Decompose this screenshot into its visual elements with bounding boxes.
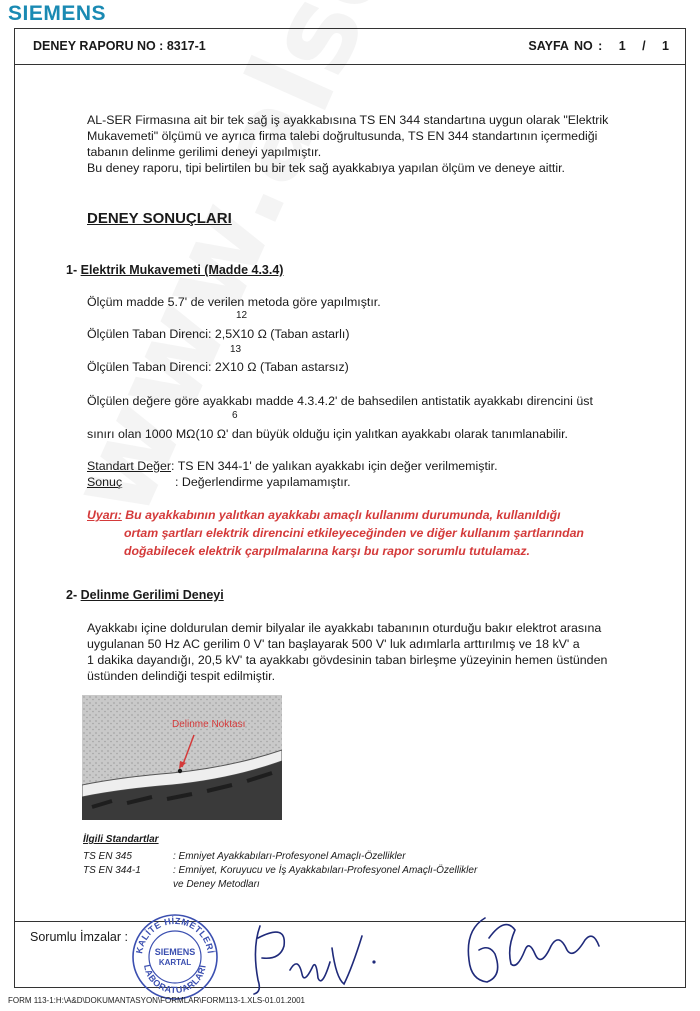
standards-heading: İlgili Standartlar — [83, 834, 159, 845]
standard-description-continuation: ve Deney Metodları — [173, 879, 260, 890]
stamp-bottom-text: LABORATUARLARI — [142, 963, 208, 996]
warning-line-3: doğabilecek elektrik çarpılmalarına karşı bu rapor sorumlu tutulamaz. — [124, 544, 530, 558]
svg-text:LABORATUARLARI — [142, 964, 208, 996]
standard-code: TS EN 345 — [83, 851, 132, 862]
standard-item-continuation — [83, 879, 260, 893]
page-separator: / — [642, 39, 646, 53]
page-number — [528, 39, 669, 53]
page-total: 1 — [662, 39, 669, 53]
signature-1 — [232, 918, 382, 996]
intro-line-3: tabanın delinme gerilimi deneyi yapılmıştır. — [87, 145, 322, 159]
evaluation-line-1: Ölçülen değere göre ayakkabı madde 4.3.4.2' de bahsedilen antistatik ayakkabı direncini üst — [87, 394, 593, 408]
siemens-logo: SIEMENS — [8, 2, 107, 25]
standard-description: : Emniyet Ayakkabıları-Profesyonel Amaçlı-Özellikler — [173, 851, 406, 862]
warning-text-1: Bu ayakkabının yalıtkan ayakkabı amaçlı kullanımı durumunda, kullanıldığı — [121, 508, 561, 522]
standard-description: : Emniyet, Koruyucu ve İş Ayakkabıları-Profesyonel Amaçlı-Özellikler — [173, 865, 478, 876]
warning-line-1 — [87, 506, 561, 524]
page-current: 1 — [618, 39, 626, 53]
section-1-title — [66, 263, 283, 277]
stamp-top-text: KALİTE HİZMETLERİ — [134, 915, 216, 955]
section-2-number: 2- — [66, 588, 78, 602]
result-row — [87, 474, 351, 490]
exponent-2: 13 — [230, 344, 242, 355]
results-title: DENEY SONUÇLARI — [87, 210, 232, 227]
puncture-line-3: 1 dakika dayandığı, 20,5 kV' ta ayakkabı gövdesinin taban birleşme yüzeyinin hemen üstünden — [87, 653, 608, 667]
section-1-number: 1- — [66, 263, 78, 277]
form-footer: FORM 113-1:H:\A&D\DOKUMANTASYON\FORMLAR\FORM113-1.XLS-01.01.2001 — [8, 996, 305, 1005]
warning-label: Uyarı: — [87, 508, 122, 522]
shoe-photo — [82, 695, 282, 820]
section-2-title — [66, 588, 224, 602]
measured-resistance-2: Ölçülen Taban Direnci: 2X10 Ω (Taban astarsız) — [87, 360, 349, 374]
result-label: Sonuç — [87, 475, 123, 489]
lab-stamp — [130, 912, 220, 1002]
standard-item — [83, 851, 406, 865]
stamp-center-line-2: KARTAL — [158, 958, 192, 967]
standard-code: TS EN 344-1 — [83, 865, 141, 876]
intro-line-4: Bu deney raporu, tipi belirtilen bu bir tek sağ ayakkabıya yapılan ölçüm ve deneye aittir. — [87, 161, 566, 175]
standard-value-label: Standart Değer — [87, 459, 172, 473]
standard-item — [83, 865, 478, 879]
section-2-heading: Delinme Gerilimi Deneyi — [80, 588, 224, 602]
intro-line-2: Mukavemeti" ölçümü ve ayrıca firma talebi doğrultusunda, TS EN 344 standartının içermediği — [87, 129, 598, 143]
warning-line-2: ortam şartları elektrik direncini etkileyeceğinden ve diğer kullanım şartlarından — [124, 526, 584, 540]
exponent-1: 12 — [236, 310, 248, 321]
intro-line-1: AL-SER Firmasına ait bir tek sağ iş ayakkabısına TS EN 344 standartına uygun olarak "Elektrik — [87, 113, 609, 127]
puncture-line-2: uygulanan 50 Hz AC gerilim 0 V' tan başlayarak 500 V' luk adımlarla arttırılmış ve 18 kV' a — [87, 637, 580, 651]
signatures-label: Sorumlu İmzalar : — [30, 930, 128, 944]
report-header — [15, 29, 685, 65]
section-1-heading: Elektrik Mukavemeti (Madde 4.3.4) — [80, 263, 284, 277]
puncture-line-4: üstünden delindiği tespit edilmiştir. — [87, 669, 276, 683]
puncture-line-1: Ayakkabı içine doldurulan demir bilyalar ile ayakkabı tabanının oturduğu bakır elektrot arasına — [87, 621, 602, 635]
measured-resistance-1: Ölçülen Taban Direnci: 2,5X10 Ω (Taban astarlı) — [87, 327, 350, 341]
evaluation-line-2: sınırı olan 1000 MΩ(10 Ω' dan büyük olduğu için yalıtkan ayakkabı olarak tanımlanabilir. — [87, 427, 568, 441]
result-text: : Değerlendirme yapılamamıştır. — [175, 475, 351, 489]
signature-2 — [455, 910, 605, 988]
standard-value-text: : TS EN 344-1' de yalıkan ayakkabı için değer verilmemiştir. — [171, 459, 498, 473]
exponent-3: 6 — [232, 410, 238, 421]
puncture-point-label: Delinme Noktası — [172, 719, 246, 730]
method-text: Ölçüm madde 5.7' de verilen metoda göre yapılmıştır. — [87, 295, 381, 309]
page-label: SAYFA NO : — [528, 39, 603, 53]
report-number: DENEY RAPORU NO : 8317-1 — [33, 39, 206, 53]
shoe-illustration — [82, 695, 282, 820]
related-standards — [83, 834, 478, 893]
standard-value-row — [87, 458, 498, 474]
stamp-center-line-1: SIEMENS — [154, 947, 196, 957]
